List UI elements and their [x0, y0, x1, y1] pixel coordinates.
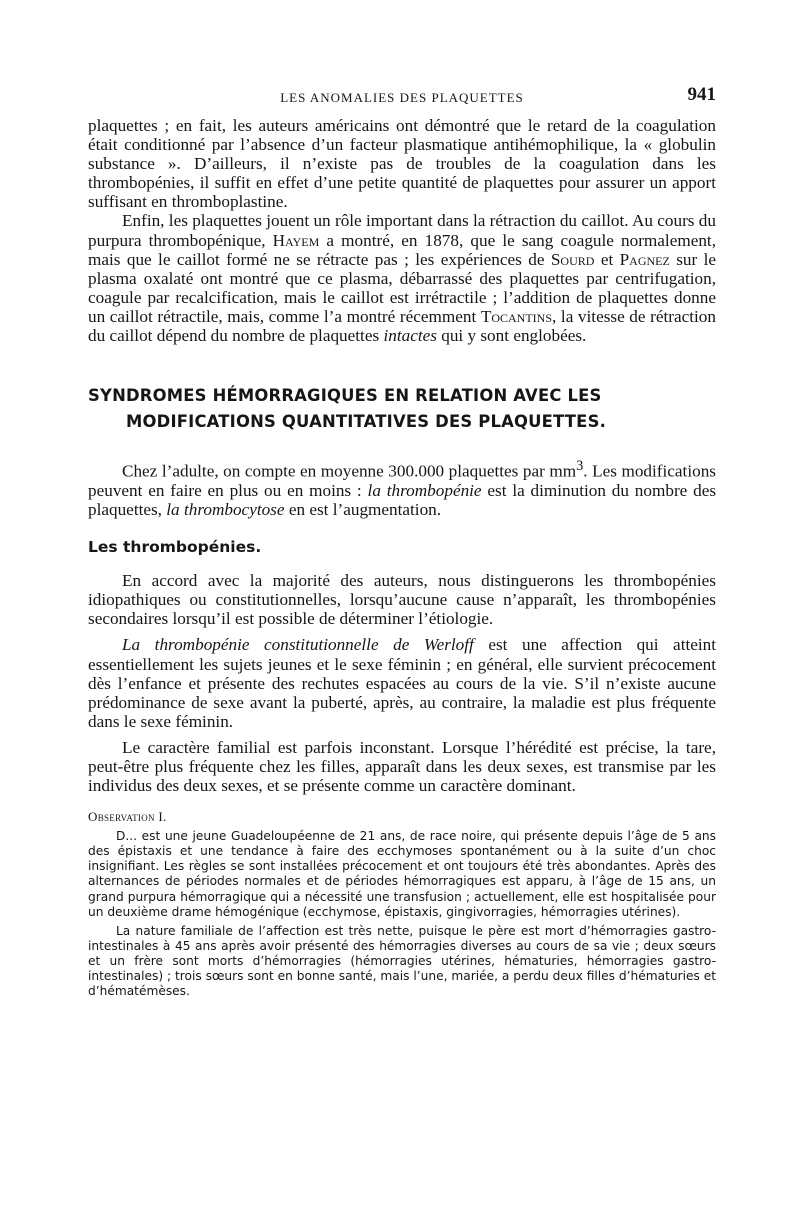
term-thrombocytose: la thrombocytose: [166, 500, 285, 520]
paragraph-coagulation: plaquettes ; en fait, les auteurs américains ont démontré que le retard de la coagulation était conditionné par l’absence d’un facteur plasmatique antihémophilique, la « globulin substance ». D’ailleurs, il n’existe pas de troubles de la coagulation dans les thrombopénies, il suffit en effet d’une petite quantité de plaquettes pour assurer un apport suffisant en thromboplastine.: [88, 116, 716, 212]
observation-family: La nature familiale de l’affection est très nette, puisque le père est mort d’hémorragies gastro-intestinales à 45 ans après avoir présenté des hémorragies diverses au cours de sa vie ; deux sœurs et un frère sont morts d’hémorragies (hémorragies utérines, hématuries, hémorragies gastro-intestinales) ; trois sœurs sont en bonne santé, mais l’une, mariée, a perdu deux filles d’hématuries et d’hématémèses.: [88, 923, 716, 999]
term-thrombopenie: la thrombopénie: [367, 480, 482, 500]
term-werloff: La thrombopénie constitutionnelle de Werloff: [122, 635, 474, 655]
running-header: [88, 84, 716, 116]
observation-case: D... est une jeune Guadeloupéenne de 21 ans, de race noire, qui présente depuis l’âge de 5 ans des épistaxis et une tendance à faire des ecchymoses spontanément ou à la suite d’un choc insignifiant. Les règles se sont installées précocement et ont toujours été très abondantes. Après des alternances de périodes normales et de périodes hémorragiques est apparu, à l’âge de 15 ans, un grand purpura hémorragique qui a nécessité une transfusion ; actuellement, elle est hospitalisée pour un deuxième drame hémogénique (ecchymose, épistaxis, gingivorragies, hémorragies utérines).: [88, 829, 716, 919]
page-number: 941: [687, 84, 716, 105]
author-pagnez: Pagnez: [619, 249, 670, 269]
paragraph-adult-count: Chez l’adulte, on compte en moyenne 300.000 plaquettes par $mm^3$. Les modifications peuvent en faire en plus ou en moins : la thrombopénie est la diminution du nombre des plaquettes, la thrombocytose en est l’augmentation.: [88, 458, 717, 520]
section-heading: SYNDROMES HÉMORRAGIQUES EN RELATION AVEC LES MODIFICATIONS QUANTITATIVES DES PLAQUETTES.: [88, 386, 606, 432]
author-tocantins: Tocantins: [480, 306, 553, 326]
subheading-thrombopenies: Les thrombopénies.: [88, 538, 262, 557]
superscript-3: 3: [576, 458, 584, 475]
author-sourd: Sourd: [550, 249, 595, 269]
paragraph-familial: Le caractère familial est parfois inconstant. Lorsque l’hérédité est précise, la tare, peut-être plus fréquente chez les filles, apparaît dans les deux sexes, est transmise par les individus des deux sexes, et se présente comme un caractère dominant.: [88, 737, 716, 796]
observation-title: Observation I.: [88, 809, 167, 825]
author-hayem: Hayem: [272, 230, 320, 250]
running-title: LES ANOMALIES DES PLAQUETTES: [280, 90, 524, 105]
emphasis-intactes: intactes: [383, 326, 437, 346]
paragraph-retraction: Enfin, les plaquettes jouent un rôle important dans la rétraction du caillot. Au cours du purpura thrombopénique, Hayem a montré, en 1878, que le sang coagule normalement, mais que le caillot formé ne se rétracte pas ; les expériences de Sourd et Pagnez sur le plasma oxalaté ont montré que ce plasma, débarrassé des plaquettes par centrifugation, coagule par recalcification, mais le caillot est irrétractile ; l’addition de plaquettes donne un caillot rétractile, mais, comme l’a montré récemment Tocantins, la vitesse de rétraction du caillot dépend du nombre de plaquettes intactes qui y sont englobées.: [88, 211, 717, 346]
paragraph-classification: En accord avec la majorité des auteurs, nous distinguerons les thrombopénies idiopathiques ou constitutionnelles, lorsqu’aucune cause n’apparaît, les thrombopénies secondaires lorsqu’il est possible de déterminer l’étiologie.: [88, 571, 716, 629]
paragraph-werloff: La thrombopénie constitutionnelle de Werloff est une affection qui atteint essentiellement les sujets jeunes et le sexe féminin ; en général, elle survient précocement dès l’enfance et présente des rechutes espacées au cours de la vie. S’il n’existe aucune prédominance de sexe avant la puberté, après, au contraire, la maladie est plus fréquente dans le sexe féminin.: [88, 635, 717, 731]
page: [88, 84, 716, 999]
